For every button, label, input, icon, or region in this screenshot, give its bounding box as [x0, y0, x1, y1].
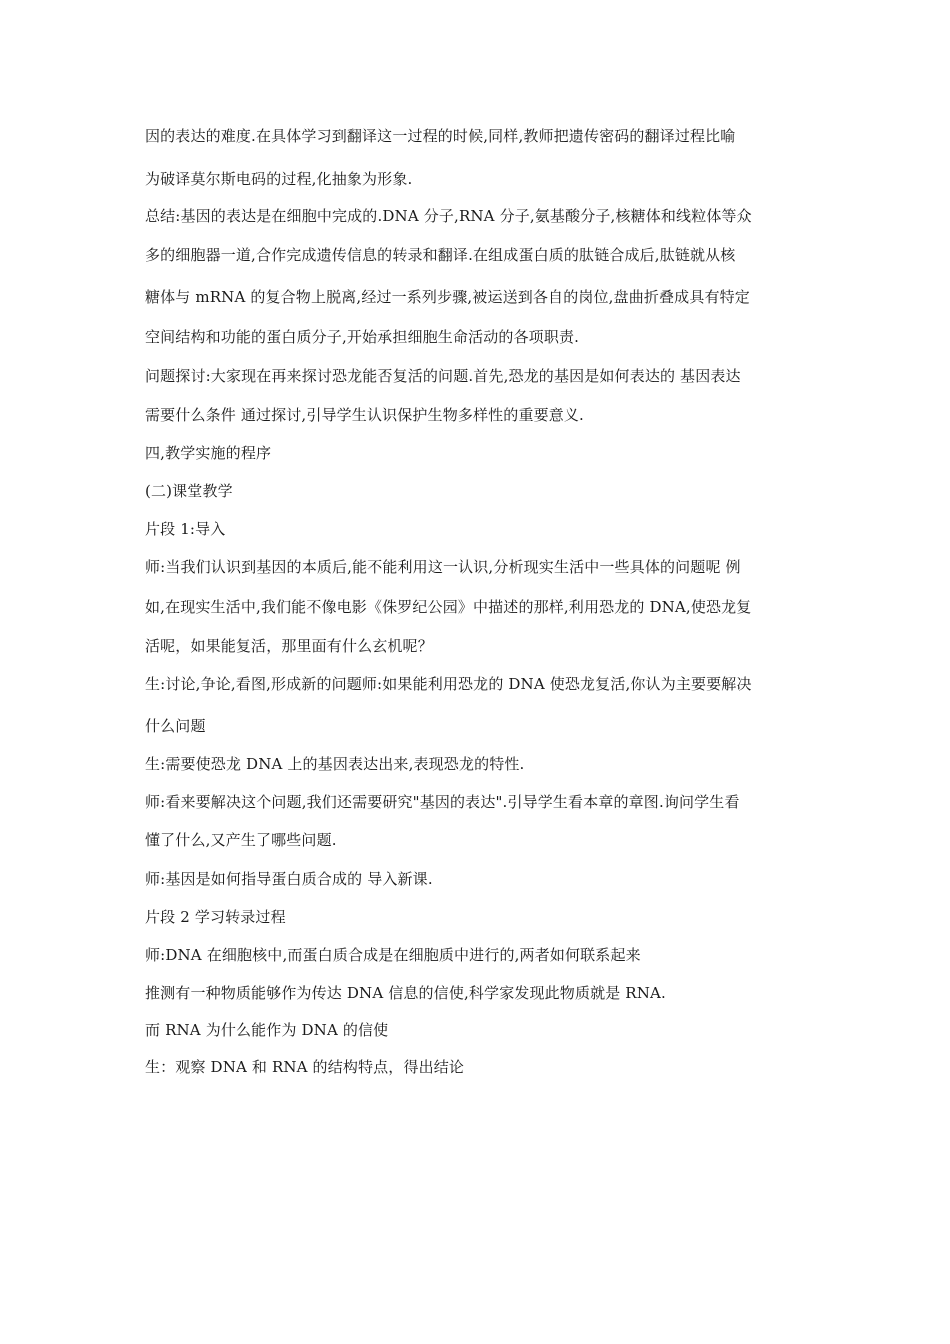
segment-heading: 片段 2 学习转录过程: [145, 908, 286, 926]
text-line: 需要什么条件 通过探讨,引导学生认识保护生物多样性的重要意义.: [145, 406, 584, 424]
text-line: 懂了什么,又产生了哪些问题.: [145, 831, 337, 849]
text-line: 空间结构和功能的蛋白质分子,开始承担细胞生命活动的各项职责.: [145, 328, 580, 346]
text-line: 活呢，如果能复活，那里面有什么玄机呢？: [145, 637, 433, 655]
text-line: 师:当我们认识到基因的本质后,能不能利用这一认识,分析现实生活中一些具体的问题呢 例: [145, 558, 741, 576]
text-line: 多的细胞器一道,合作完成遗传信息的转录和翻译.在组成蛋白质的肽链合成后,肽链就从核: [145, 246, 736, 264]
text-line: 什么问题: [145, 717, 206, 735]
segment-heading: 片段 1:导入: [145, 520, 226, 538]
text-line: 而 RNA 为什么能作为 DNA 的信使: [145, 1021, 389, 1039]
text-line: 生:讨论,争论,看图,形成新的问题师:如果能利用恐龙的 DNA 使恐龙复活,你认为主要要解决: [145, 675, 752, 693]
text-line: 师:看来要解决这个问题,我们还需要研究"基因的表达".引导学生看本章的章图.询问学生看: [145, 793, 740, 811]
text-line: 总结:基因的表达是在细胞中完成的.DNA 分子,RNA 分子,氨基酸分子,核糖体和线粒体等众: [145, 207, 752, 225]
text-line: 生:需要使恐龙 DNA 上的基因表达出来,表现恐龙的特性.: [145, 755, 525, 773]
text-line: 如,在现实生活中,我们能不像电影《侏罗纪公园》中描述的那样,利用恐龙的 DNA,使恐龙复: [145, 598, 752, 616]
text-line: 糖体与 mRNA 的复合物上脱离,经过一系列步骤,被运送到各自的岗位,盘曲折叠成具有特定: [145, 288, 750, 306]
text-line: 推测有一种物质能够作为传达 DNA 信息的信使,科学家发现此物质就是 RNA.: [145, 984, 666, 1002]
text-line: 因的表达的难度.在具体学习到翻译这一过程的时候,同样,教师把遗传密码的翻译过程比喻: [145, 127, 736, 145]
text-line: 问题探讨:大家现在再来探讨恐龙能否复活的问题.首先,恐龙的基因是如何表达的 基因表达: [145, 367, 741, 385]
text-line: 为破译莫尔斯电码的过程,化抽象为形象.: [145, 170, 413, 188]
text-line: 生：观察 DNA 和 RNA 的结构特点，得出结论: [145, 1058, 465, 1076]
subsection-heading: (二)课堂教学: [145, 482, 233, 500]
section-heading: 四,教学实施的程序: [145, 444, 272, 462]
text-line: 师:DNA 在细胞核中,而蛋白质合成是在细胞质中进行的,两者如何联系起来: [145, 946, 641, 964]
text-line: 师:基因是如何指导蛋白质合成的 导入新课.: [145, 870, 433, 888]
